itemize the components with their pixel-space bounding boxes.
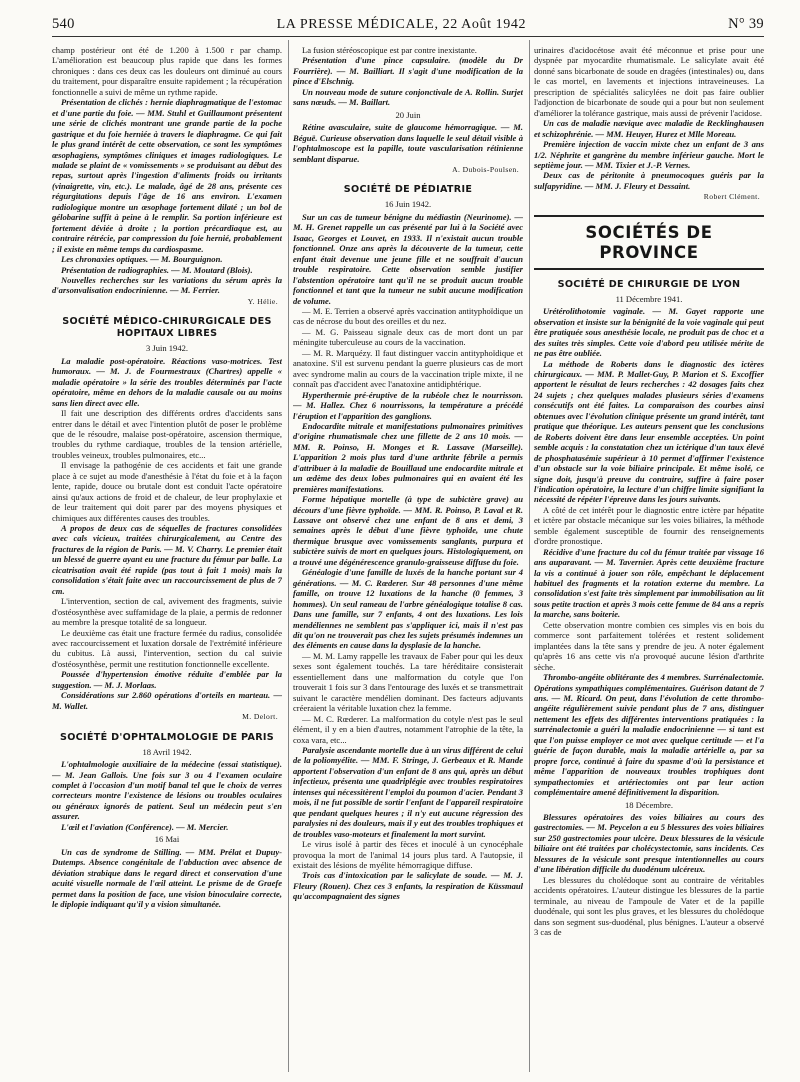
paragraph: Paralysie ascendante mortelle due à un virus différent de celui de la poliomyélite. — MM. F. Stringe, J. Gerbeaux et R. Mande apportent l'observation d'un enfant de 8 ans qui, après un début infectieux, présenta une quadriplégie avec troubles respiratoires intenses qui nécessitèrent l'emploi du poumon d'acier. Pendant 3 mois, il ne fut possible de sortir l'enfant de l'appareil respiratoire que pendant quelques heures ; il n'y eut aucune régression des paralysies ni des douleurs, mais il y eut des troubles trophiques et de troubles vaso-moteurs et finalement la mort survint. — [293, 745, 523, 839]
paragraph: Sur un cas de tumeur bénigne du médiastin (Neurinome). — M. H. Grenet rappelle un cas présenté par lui à la Société avec Isaac, Georges et Louvet, en 1933. Il n'existait aucun trouble fonctionnel. Onze ans après la découverte de la tumeur, cette enfant était devenue une jeune fille et ne souffrait d'aucun trouble respiratoire. Cette observation semble justifier l'abstention opératoire tant qu'il ne se produit aucun trouble fonctionnel et tant que la tumeur ne subit aucune modification de volume. — [293, 211, 523, 306]
paragraph: champ postérieur ont été de 1.200 à 1.500 r par champ. L'amélioration est beaucoup plus rapide que dans les formes chroniques : dans ces deux cas les douleurs ont diminué au cours du traitement, pour disparaître ensuite rapidement ; la récupération fonctionnelle a suivi de même un rythme rapide. — [52, 45, 282, 97]
paragraph: Généalogie d'une famille de luxés de la hanche portant sur 4 générations. — M. C. Rœderer. Sur 48 personnes d'une même famille, on trouve 12 luxations de la hanche (0 femmes, 3 hommes). Un seul rameau de l'arbre généalogique totalise 8 cas. Dans une famille, sur 7 enfants, 4 ont des luxations. Les lois mendéliennes ne semblent pas s'appliquer ici, mais il n'est pas dit qu'on ne trouverait pas chez les sujets présumés indemnes un des éléments en cause dans la dysplasie de la hanche. — [293, 567, 523, 651]
session-date: 3 Juin 1942. — [145, 343, 189, 354]
section-heading: SOCIÉTÉ MÉDICO-CHIRURGICALE DES HOPITAUX LIBRES — [62, 316, 272, 340]
signature: Robert Clément. — [703, 192, 760, 202]
session-date: 18 Avril 1942. — [142, 746, 192, 757]
paragraph: Un nouveau mode de suture conjonctivale de A. Rollin. Surjet sans nœuds. — M. Baillart. — [293, 86, 523, 108]
paragraph: Présentation d'une pince capsulaire. (modèle du Dr Fourrière). — M. Bailliart. Il s'agit d'une modification de la pince d'Elschnig. — [293, 55, 523, 87]
column-3 — [534, 45, 764, 1074]
signature: M. Delort. — [242, 712, 278, 722]
paragraph: — M. M. Lamy rappelle les travaux de Faber pour qui les deux sexes sont également touchés. La tare héréditaire consisterait essentiellement dans une malformation du cotyle que l'on trouverait 1 fois sur 3 dans l'entourage des luxés et se transmettrait suivant le caractère mendélien dominant. Des facteurs adjuvants créeraient la véritable luxation chez la femme. — [293, 650, 523, 714]
paragraph: Il fait une description des différents ordres d'accidents sans entrer dans le détail et avec l'intention plutôt de poser le problème que de le résoudre, malaise post-opératoire, ascension thermique, troubles du rythme cardiaque, troubles de la tension artérielle, troubles veineux, troubles pulmonaires, etc... — [52, 408, 282, 460]
session-date: 16 Mai — [154, 834, 180, 845]
paragraph: L'intervention, section de cal, avivement des fragments, suivie d'ostéosynthèse avec suffamidage de la plaie, a permis de redonner au membre la presque totalité de sa longueur. — [52, 596, 282, 628]
paragraph: Présentation de clichés : hernie diaphragmatique de l'estomac et d'une partie du foie. — MM. Stuhl et Guillaumont présentent une série de clichés montrant une grande partie de la poche gastrique et du foie herniée à travers le diaphragme. Ce qui fait le plus grand intérêt de cette observation, ce sont les symptômes œsophagiens, symptômes cliniques et images radiologiques. Le malade se plaint de « vomissements » se produisant au début des repas, surtout après l'ingestion d'aliments froids ou irritants (vinaigrette, vin, etc.). Le malade, âgé de 28 ans, présente ces régurgitations depuis l'âge de 16 ans environ. L'examen radiologique montre un œsophage fortement dilaté ; un bol de gélobarine suffit à peine à le remplir. Sa portion inférieure est fortement déviée à droite ; la portion précardiaque est, au contraire rétrécie, par compression du foie hernié, probablement ; il existe en même temps du cardiospasme. — [52, 97, 282, 254]
paragraph: Un cas de maladie nævique avec maladie de Recklinghausen et schizophrénie. — MM. Heuyer, Hurez et Mlle Moreau. — [534, 118, 764, 139]
paragraph: Rétine avasculaire, suite de glaucome hémorragique. — M. Béguë. Curieuse observation dans laquelle le seul détail visible à l'ophtalmoscope est la papille, toute vascularisation rétinienne semblant disparue. — [293, 122, 523, 164]
paragraph: Les blessures du cholédoque sont au contraire de véritables accidents opératoires. L'auteur distingue les blessures de la partie terminale, au niveau de l'ampoule de Vater et de la papille duodénale, qui sont les plus graves, et les blessures du cholédoque dans son segment sus-duodénal, plus bénignes. L'auteur a observé 3 cas de — [534, 874, 764, 937]
paragraph: La méthode de Roberts dans le diagnostic des ictères chirurgicaux. — MM. P. Mallet-Guy, P. Marion et S. Excoffier apportent le résultat de leurs recherches : 42 dosages faits chez 24 sujets ; chez quelques malades plusieurs séries d'examens consécutifs ont été faites. La comparaison des courbes ainsi obtenues avec l'évolution clinique présente un grand intérêt, tant pratique que théorique. Les auteurs pensent que les conclusions de Roberts doivent être dans leur ensemble acceptées. Un point semble acquis : la constatation chez un ictérique d'un taux élevé de phosphatasémie supérieur à 10 permet d'affirmer l'existence d'un obstacle sur la voie biliaire principale. Et même isolé, ce signe doit, jusqu'à preuve du contraire, suffire à faire poser l'indication opératoire, la lecture d'un chiffre limite signifiant la nécessité de répéter l'épreuve dans les jours suivants. — [534, 358, 764, 505]
section-heading: SOCIÉTÉ DE PÉDIATRIE — [343, 184, 473, 196]
section-heading: SOCIÉTÉ DE CHIRURGIE DE LYON — [557, 278, 741, 290]
paragraph: Thrombo-angéite oblitérante des 4 membres. Surrénalectomie. Opérations sympathiques complémentaires. Guérison datant de 7 ans. — M. Ricard. On peut, dans l'évolution de cette thrombo-angéite régulièrement suivie pendant plus de 7 ans, distinguer nettement les effets des différentes interventions pratiquées : la surrénalectomie a guéri la maladie endocrinienne — si tant est que l'on puisse employer ce mot avec quelque certitude — et l'a guérie de façon durable, mais la maladie artérielle a, par sa propre force, continué à faire du spasme d'où la persistance et même l'apparition de nouveaux troubles trophiques dont sympathectomies et artériectomies ont par leur action complémentaire amené définitivement la disparition. — [534, 672, 764, 798]
paragraph: Il envisage la pathogénie de ces accidents et fait une grande place à ce sujet au mode d'anesthésie à l'état du foie et à la façon lente, rapide, douce ou brutale dont est conduit l'acte opératoire ainsi qu'aux actions de froid et de chaleur, de leur prophylaxie et de leur traitement qui doit parer par des moyens physiques et chimiques aux différentes causes des troubles. — [52, 460, 282, 523]
paragraph: Urétérolithotomie vaginale. — M. Gayet rapporte une observation et insiste sur la bénignité de la voie vaginale qui peut être pratiquée sous anesthésie locale, ne produit pas de choc et a des suites très simples. Cette voie d'abord peu utilisée mérite de ne pas être oubliée. — [534, 306, 764, 359]
paragraph: Deux cas de péritonite à pneumocoques guéris par la sulfapyridine. — MM. J. Fleury et Dessaint. — [534, 170, 764, 191]
session-date: 20 Juin — [395, 109, 421, 120]
paragraph: Présentation de radiographies. — M. Moutard (Blois). — [61, 264, 253, 275]
paragraph: Considérations sur 2.860 opérations d'orteils en marteau. — M. Wallet. — [52, 690, 282, 711]
signature: A. Dubois-Poulsen. — [452, 164, 519, 174]
page-header — [52, 16, 764, 34]
paragraph: — M. E. Terrien a observé après vaccination antityphoïdique un cas de nécrose du bout des oreilles et du nez. — [293, 305, 523, 327]
paragraph: Hyperthermie pré-éruptive de la rubéole chez le nourrisson. — M. Hallez. Chez 6 nourrissons, la température a précédé l'éruption et l'apparition des ganglions. — [293, 389, 523, 421]
paragraph: urinaires d'acidocétose avait été méconnue et prise pour une dyspnée par myocardite rhumatismale. Le salicylate avait été donné sans bicarbonate de soude en dragées (intestinales) ou, dans le cas mortel, en lavements et injections intraveineuses. La prescription de spécialités salicylées ne doit pas faire oublier l'adjonction de bicarbonate de soude qui a pour but non seulement d'améliorer la tolérance gastrique, mais aussi de prévenir l'acidose. — [534, 45, 764, 118]
journal-title: LA PRESSE MÉDICALE, 22 Août 1942 — [276, 17, 527, 32]
paragraph: Nouvelles recherches sur les variations du sérum après la d'arsonvalisation endocrinienne. — M. Ferrier. — [52, 274, 282, 296]
session-date: 18 Décembre. — [625, 799, 673, 810]
column-2 — [293, 45, 523, 1074]
column-divider — [529, 40, 530, 1072]
paragraph: Poussée d'hypertension émotive réduite d'emblée par la suggestion. — M. J. Morlaas. — [52, 669, 282, 690]
paragraph: Endocardite mitrale et manifestations pulmonaires primitives d'origine rhumatismale chez une fillette de 2 ans 10 mois. — MM. R. Poinso, H. Monges et R. Lassave (Marseille). L'apparition 2 mois plus tard d'une arthrite fébrile a permis d'attribuer à la maladie de Bouillaud une endocardite mitrale et un œdème des deux lobes pulmonaires qui en avaient été les premières manifestations. — [293, 420, 523, 494]
paragraph: L'œil et l'aviation (Conférence). — M. Mercier. — [61, 821, 229, 832]
column-divider — [288, 40, 289, 1072]
section-heading: SOCIÉTÉ D'OPHTALMOLOGIE DE PARIS — [60, 731, 274, 743]
paragraph: Récidive d'une fracture du col du fémur traitée par vissage 16 ans auparavant. — M. Tavernier. Après cette deuxième fracture la vis a continué à jouer son rôle, empêchant le déplacement habituel des fragments et la rotation externe du membre. La consolidation s'est faite très simplement par immobilisation au lit sous petite traction et après 3 mois cette femme de 84 ans a repris la marche, sans boiterie. — [534, 546, 764, 620]
session-date: 11 Décembre 1941. — [615, 293, 683, 304]
paragraph: Les chronaxies optiques. — M. Bourguignon. — [61, 254, 223, 265]
paragraph: — M. G. Paisseau signale deux cas de mort dont un par méningite tuberculeuse au cours de la vaccination. — [293, 326, 523, 348]
paragraph: Le deuxième cas était une fracture fermée du radius, consolidée avec raccourcissement et luxation dorsale de l'extrémité inférieure du cubitus. Là aussi, l'intervention, section du cal suivie d'ostéosynthèse, permit une restitution fonctionnelle excellente. — [52, 627, 282, 669]
paragraph: Cette observation montre combien ces simples vis en bois du commerce sont parfaitement tolérées et restent solidement implantées dans la tête sans y prendre de jeu. A noter également qu'après 16 ans cette vis n'a provoqué aucune lésion d'arthrite sèche. — [534, 619, 764, 672]
paragraph: La maladie post-opératoire. Réactions vaso-motrices. Test humoraux. — M. J. de Fourmestraux (Chartres) appelle « maladie opératoire » la série des troubles déterminés par l'acte opératoire, même en dehors de la maladie causale ou au moins sans lien direct avec elle. — [52, 355, 282, 408]
paragraph: — M. C. Rœderer. La malformation du cotyle n'est pas le seul élément, il y en a bien d'autres, notamment l'atrophie de la tête, la coxa vara, etc... — [293, 713, 523, 745]
paragraph: Le virus isolé à partir des fèces et inoculé à un cynocéphale provoqua la mort de l'animal 14 jours plus tard. A l'autopsie, il existait des lésions de myélite hémorragique diffuse. — [293, 839, 523, 870]
paragraph: — M. R. Marquézy. Il faut distinguer vaccin antityphoïdique et anatoxine. S'il est survenu pendant la guerre plusieurs cas de mort avec syndrome malin au cours de la vaccination triple mixte, il ne connaît pas d'accident avec l'anatoxine antidiphtérique. — [293, 347, 523, 390]
paragraph: La fusion stéréoscopique est par contre inexistante. — [302, 45, 477, 55]
column-1 — [52, 45, 282, 1074]
header-rule — [52, 36, 764, 37]
paragraph: Blessures opératoires des voies biliaires au cours des gastrectomies. — M. Peycelon a eu 5 blessures des voies biliaires sur 250 gastrectomies pour ulcère. Deux blessures de la vésicule biliaire ont été traitées par cholécystectomie, sans incidents. Ces blessures de la vésicule sont presque intentionnelles au cours d'une libération difficile du duodénum ulcéreux. — [534, 812, 764, 875]
paragraph: A propos de deux cas de séquelles de fractures consolidées avec cals vicieux, traitées chirurgicalement, au Centre des fractures de la région de Paris. — M. V. Charry. Le premier était un blessé de guerre ayant eu une fracture du fémur par balle. La cicatrisation avait été rapide (pas tout à fait 1 mois) mais la consolidation s'était faite avec un raccourcissement de plus de 7 cm. — [52, 523, 282, 596]
paragraph: Première injection de vaccin mixte chez un enfant de 3 ans 1/2. Néphrite et gangrène du membre inférieur gauche. Mort le septième jour. — MM. Tixier et J.-P. Vernes. — [534, 139, 764, 170]
issue-number: N° 39 — [728, 16, 764, 32]
session-date: 16 Juin 1942. — [384, 199, 432, 210]
paragraph: Un cas de syndrome de Stilling. — MM. Prélat et Dupuy-Dutemps. Absence congénitale de l'abduction avec absence de déviation strabique dans le regard direct et conservation d'une acuité visuelle normale de l'œil atteint. Le prisme de de Graefe permet dans la position de face, une vision binoculaire correcte, le diplopie indiquant qu'il y a vision simultanée. — [52, 846, 282, 909]
paragraph: Trois cas d'intoxication par le salicylate de soude. — M. J. Fleury (Rouen). Chez ces 3 enfants, la respiration de Küssmaul qu'accompagnaient des signes — [293, 870, 523, 902]
signature: Y. Hélie. — [247, 296, 278, 306]
paragraph: Forme hépatique mortelle (à type de subictère grave) au décours d'une fièvre typhoïde. — MM. R. Poinso, P. Laval et R. Lassave ont observé chez une enfant de 8 ans et demi, 3 semaines après le début d'une fièvre typhoïde, une chute thermique brusque avec vomissements sanglants, purpura et subictère suivis de mort en quelques jours. Histologiquement, on a trouvé une dégénérescence granulo-graisseuse diffuse du foie. — [293, 494, 523, 567]
paragraph: A côté de cet intérêt pour le diagnostic entre ictère par hépatite et ictère par obstacle mécanique sur les voies biliaires, la méthode semble également susceptible de fournir des renseignements d'ordre pronostique. — [534, 504, 764, 547]
page-number: 540 — [52, 16, 75, 32]
paragraph: L'ophtalmologie auxiliaire de la médecine (essai statistique). — M. Jean Gallois. Une fois sur 3 ou 4 l'examen oculaire complet à l'occasion d'un motif banal tel que le choix de verres correcteurs montre l'existence de lésions ou troubles oculaires ou généraux ignorés de patient. Seul un médecin peut s'en assurer. — [52, 759, 282, 822]
banner-heading: SOCIÉTÉS DE PROVINCE — [534, 215, 764, 270]
